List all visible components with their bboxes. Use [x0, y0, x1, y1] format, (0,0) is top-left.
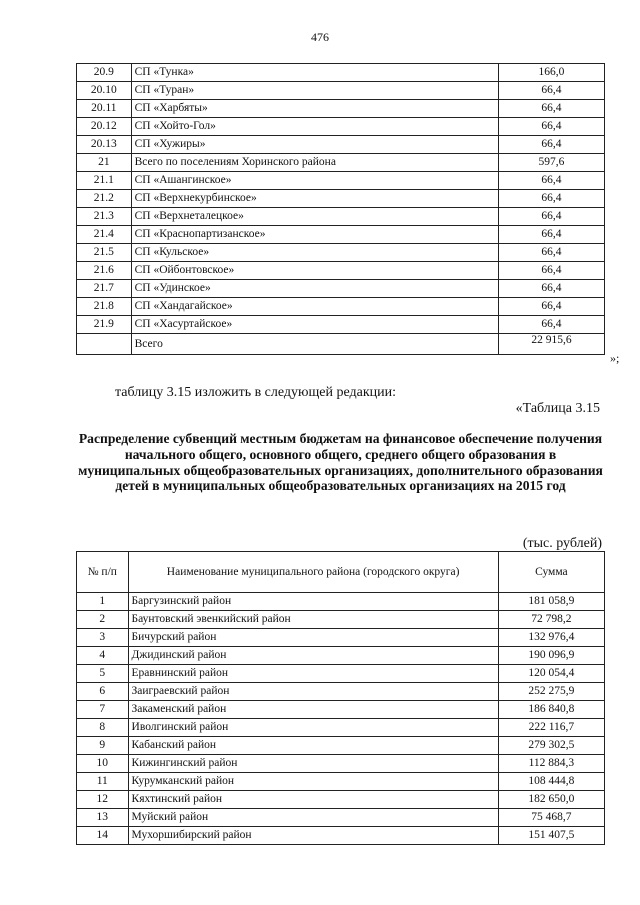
- row-name: СП «Верхнекурбинское»: [131, 190, 498, 208]
- row-value: 66,4: [498, 208, 604, 226]
- header-name: Наименование муниципального района (городского округа): [128, 552, 498, 593]
- row-name: СП «Хужиры»: [131, 136, 498, 154]
- row-number: 4: [77, 647, 129, 665]
- row-value: 182 650,0: [498, 791, 604, 809]
- row-number: 20.10: [77, 82, 132, 100]
- row-number: 20.13: [77, 136, 132, 154]
- table-row: [77, 755, 605, 773]
- table-row: [77, 665, 605, 683]
- table-row: [77, 316, 605, 334]
- table-row: [77, 629, 605, 647]
- row-name: Баргузинский район: [128, 593, 498, 611]
- row-value: 279 302,5: [498, 737, 604, 755]
- settlements-table-body: [77, 64, 605, 355]
- row-name: СП «Хандагайское»: [131, 298, 498, 316]
- row-name: СП «Верхнеталецкое»: [131, 208, 498, 226]
- row-number: 12: [77, 791, 129, 809]
- row-number: 21.5: [77, 244, 132, 262]
- row-name: Кяхтинский район: [128, 791, 498, 809]
- row-value: 22 915,6: [498, 334, 604, 355]
- table-row: [77, 208, 605, 226]
- row-value: 66,4: [498, 136, 604, 154]
- row-value: 66,4: [498, 280, 604, 298]
- table-row: [77, 647, 605, 665]
- table-row: [77, 611, 605, 629]
- row-value: 75 468,7: [498, 809, 604, 827]
- header-number: № п/п: [77, 552, 129, 593]
- row-value: 186 840,8: [498, 701, 604, 719]
- table-row: [77, 737, 605, 755]
- row-number: 8: [77, 719, 129, 737]
- row-value: 190 096,9: [498, 647, 604, 665]
- table-row: [77, 791, 605, 809]
- header-sum: Сумма: [498, 552, 604, 593]
- units-label: (тыс. рублей): [522, 536, 602, 551]
- row-number: 21.6: [77, 262, 132, 280]
- row-value: 120 054,4: [498, 665, 604, 683]
- table-row: [77, 136, 605, 154]
- row-name: СП «Ашангинское»: [131, 172, 498, 190]
- row-value: 108 444,8: [498, 773, 604, 791]
- table-row: [77, 827, 605, 845]
- settlements-table: [76, 63, 605, 355]
- row-name: Еравнинский район: [128, 665, 498, 683]
- row-number: 21.9: [77, 316, 132, 334]
- row-number: 5: [77, 665, 129, 683]
- row-value: 181 058,9: [498, 593, 604, 611]
- row-number: 2: [77, 611, 129, 629]
- subventions-table-body: [77, 593, 605, 845]
- row-name: Закаменский район: [128, 701, 498, 719]
- row-value: 66,4: [498, 244, 604, 262]
- subventions-table: [76, 551, 605, 845]
- instruction-text: таблицу 3.15 изложить в следующей редакции:: [115, 385, 397, 400]
- row-name: Заиграевский район: [128, 683, 498, 701]
- row-name: СП «Краснопартизанское»: [131, 226, 498, 244]
- row-name: Муйский район: [128, 809, 498, 827]
- row-name: СП «Туран»: [131, 82, 498, 100]
- row-number: 9: [77, 737, 129, 755]
- table-row: [77, 244, 605, 262]
- table-row: [77, 701, 605, 719]
- row-name: СП «Кульское»: [131, 244, 498, 262]
- row-value: 66,4: [498, 172, 604, 190]
- table-row: [77, 262, 605, 280]
- row-number: 14: [77, 827, 129, 845]
- table-row: [77, 226, 605, 244]
- row-name: Всего по поселениям Хоринского района: [131, 154, 498, 172]
- table-row: [77, 280, 605, 298]
- row-value: 252 275,9: [498, 683, 604, 701]
- row-number: 10: [77, 755, 129, 773]
- table-label: «Таблица 3.15: [515, 401, 600, 416]
- table-row: [77, 82, 605, 100]
- row-number: 20.9: [77, 64, 132, 82]
- table-row: [77, 172, 605, 190]
- table-row: [77, 334, 605, 355]
- row-name: Баунтовский эвенкийский район: [128, 611, 498, 629]
- table-caption: Распределение субвенций местным бюджетам на финансовое обеспечение получения начального общего, основного общего, среднего общего образования в муниципальных общеобразовательных организациях, дополнительного образования детей в муниципальных общеобразовательных организациях на 2015 год: [78, 431, 603, 494]
- row-name: СП «Хасуртайское»: [131, 316, 498, 334]
- row-name: Иволгинский район: [128, 719, 498, 737]
- row-name: СП «Хойто-Гол»: [131, 118, 498, 136]
- row-number: 21.2: [77, 190, 132, 208]
- row-name: СП «Харбяты»: [131, 100, 498, 118]
- row-name: Кабанский район: [128, 737, 498, 755]
- quote-close-mark: »;: [610, 351, 620, 365]
- table-row: [77, 118, 605, 136]
- row-number: 21.1: [77, 172, 132, 190]
- row-name: СП «Ойбонтовское»: [131, 262, 498, 280]
- row-number: 21.7: [77, 280, 132, 298]
- row-value: 66,4: [498, 118, 604, 136]
- table-row: [77, 593, 605, 611]
- row-number: 7: [77, 701, 129, 719]
- table-row: [77, 809, 605, 827]
- table-row: [77, 683, 605, 701]
- row-name: СП «Удинское»: [131, 280, 498, 298]
- row-number: 11: [77, 773, 129, 791]
- table-row: [77, 100, 605, 118]
- row-value: 66,4: [498, 82, 604, 100]
- row-value: 66,4: [498, 298, 604, 316]
- page-number: 476: [311, 30, 329, 44]
- row-number: 20.12: [77, 118, 132, 136]
- row-number: 3: [77, 629, 129, 647]
- table-row: [77, 298, 605, 316]
- table-row: [77, 773, 605, 791]
- table-header-row: [77, 552, 605, 593]
- row-name: Кижингинский район: [128, 755, 498, 773]
- row-value: 66,4: [498, 100, 604, 118]
- row-number: [77, 334, 132, 355]
- row-value: 597,6: [498, 154, 604, 172]
- row-name: Курумканский район: [128, 773, 498, 791]
- row-number: 21.3: [77, 208, 132, 226]
- row-name: Джидинский район: [128, 647, 498, 665]
- row-value: 132 976,4: [498, 629, 604, 647]
- row-value: 222 116,7: [498, 719, 604, 737]
- row-number: 6: [77, 683, 129, 701]
- row-value: 66,4: [498, 226, 604, 244]
- row-value: 66,4: [498, 316, 604, 334]
- row-value: 72 798,2: [498, 611, 604, 629]
- row-value: 66,4: [498, 190, 604, 208]
- row-name: Бичурский район: [128, 629, 498, 647]
- row-name: Мухоршибирский район: [128, 827, 498, 845]
- table-row: [77, 64, 605, 82]
- table-row: [77, 719, 605, 737]
- row-value: 166,0: [498, 64, 604, 82]
- row-number: 21.8: [77, 298, 132, 316]
- table-row: [77, 190, 605, 208]
- table-row: [77, 154, 605, 172]
- row-number: 21: [77, 154, 132, 172]
- row-value: 151 407,5: [498, 827, 604, 845]
- row-name: СП «Тунка»: [131, 64, 498, 82]
- row-number: 21.4: [77, 226, 132, 244]
- row-name: Всего: [131, 334, 498, 355]
- row-value: 66,4: [498, 262, 604, 280]
- row-number: 13: [77, 809, 129, 827]
- row-number: 20.11: [77, 100, 132, 118]
- row-number: 1: [77, 593, 129, 611]
- row-value: 112 884,3: [498, 755, 604, 773]
